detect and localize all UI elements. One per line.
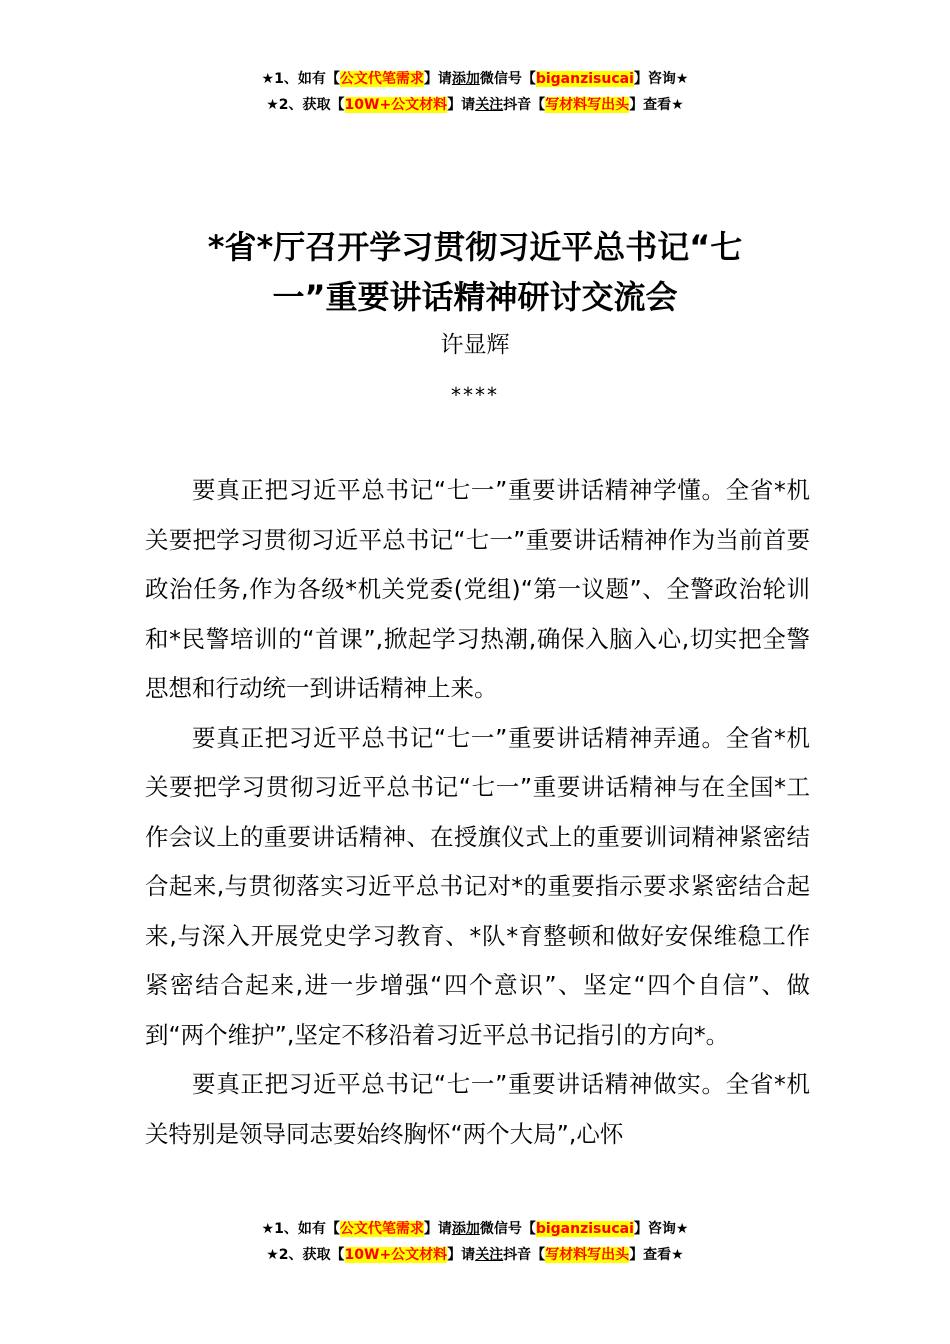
paragraph: 要真正把习近平总书记“七一”重要讲话精神弄通。全省*机关要把学习贯彻习近平总书记“七一”重要讲话精神与在全国*工作会议上的重要讲话精神、在授旗仪式上的重要训词精神紧密结合起来,与贯彻落实习近平总书记对*的重要指示要求紧密结合起来,与深入开展党史学习教育、*队*育整顿和做好安保维稳工作紧密结合起来,进一步增强“四个意识”、坚定“四个自信”、做到“两个维护”,坚定不移沿着习近平总书记指引的方向*。 [145, 723, 810, 1049]
title-line-2: 一”重要讲话精神研讨交流会 [272, 278, 678, 316]
banner-text: 抖音【 [503, 1247, 546, 1263]
document-title [0, 222, 950, 322]
banner-text: 】请 [423, 1221, 452, 1237]
banner-text: 微信号【 [479, 1221, 536, 1237]
banner-highlight: 10W+公文材料 [344, 1247, 448, 1263]
banner-line-1 [0, 1216, 950, 1242]
banner-text: 】请 [423, 71, 452, 87]
banner-text: 抖音【 [503, 97, 546, 113]
banner-highlight: 公文代笔需求 [339, 71, 424, 87]
banner-text: ★1、如有【 [261, 71, 340, 87]
banner-text: 】请 [447, 1247, 476, 1263]
bottom-banner [0, 1216, 950, 1268]
banner-underline: 添加 [451, 71, 480, 87]
document-body [145, 466, 810, 1214]
top-banner [0, 66, 950, 118]
banner-highlight: biganzisucai [535, 1221, 634, 1237]
banner-text: 微信号【 [479, 71, 536, 87]
banner-line-1 [0, 66, 950, 92]
banner-text: 】咨询★ [633, 71, 689, 87]
banner-text: ★2、获取【 [266, 97, 345, 113]
banner-highlight: 10W+公文材料 [344, 97, 448, 113]
title-line-1: *省*厅召开学习贯彻习近平总书记“七 [207, 228, 743, 266]
banner-text: ★2、获取【 [266, 1247, 345, 1263]
banner-text: 】查看★ [629, 1247, 684, 1263]
banner-text: ★1、如有【 [261, 1221, 340, 1237]
banner-highlight: 公文代笔需求 [339, 1221, 424, 1237]
banner-highlight: 写材料写出头 [545, 1247, 630, 1263]
banner-highlight: biganzisucai [535, 71, 634, 87]
banner-highlight: 写材料写出头 [545, 97, 630, 113]
banner-underline: 关注 [475, 97, 504, 113]
banner-underline: 关注 [475, 1247, 504, 1263]
banner-text: 】咨询★ [633, 1221, 689, 1237]
paragraph: 要真正把习近平总书记“七一”重要讲话精神学懂。全省*机关要把学习贯彻习近平总书记“七一”重要讲话精神作为当前首要政治任务,作为各级*机关党委(党组)“第一议题”、全警政治轮训和*民警培训的“首课”,掀起学习热潮,确保入脑入心,切实把全警思想和行动统一到讲话精神上来。 [145, 476, 810, 702]
author: 许显辉 [440, 332, 510, 358]
organization: **** [451, 383, 499, 407]
banner-underline: 添加 [451, 1221, 480, 1237]
banner-text: 】请 [447, 97, 476, 113]
banner-line-2 [0, 1242, 950, 1268]
paragraph: 要真正把习近平总书记“七一”重要讲话精神做实。全省*机关特别是领导同志要始终胸怀“两个大局”,心怀 [145, 1070, 810, 1148]
banner-text: 】查看★ [629, 97, 684, 113]
banner-line-2 [0, 92, 950, 118]
